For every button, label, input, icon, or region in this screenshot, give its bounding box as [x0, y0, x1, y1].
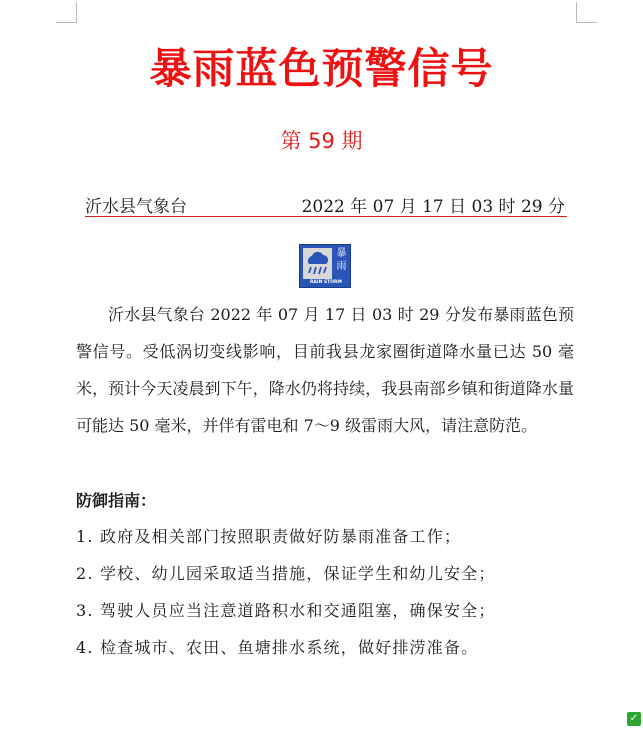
- guide-item: 3. 驾驶人员应当注意道路积水和交通阻塞，确保安全；: [76, 601, 496, 620]
- issuing-office: 沂水县气象台: [85, 197, 187, 217]
- issue-datetime: 2022 年 07 月 17 日 03 时 29 分: [301, 197, 565, 217]
- page-corner-mark-right: [576, 2, 597, 23]
- rainstorm-blue-warning-badge: [299, 244, 351, 288]
- issue-number: 第 59 期: [280, 129, 363, 153]
- defense-guide-heading: 防御指南：: [76, 491, 157, 510]
- page-corner-mark-left: [56, 2, 77, 23]
- rain-cloud-icon: [303, 248, 332, 279]
- document-title: 暴雨蓝色预警信号: [149, 44, 494, 93]
- corner-status-icon[interactable]: ✓: [627, 712, 641, 726]
- warning-paragraph: 沂水县气象台 2022 年 07 月 17 日 03 时 29 分发布暴雨蓝色预警信号。受低涡切变线影响，目前我县龙家圈街道降水量已达 50 毫米，预计今天凌晨到下午，降水仍将持续，我县南部乡镇和街道降水量可能达 50 毫米，并伴有雷电和 7～9 级雷雨大风，请注意防范。: [76, 305, 574, 435]
- guide-item: 4. 检查城市、农田、鱼塘排水系统，做好排涝准备。: [76, 638, 479, 657]
- badge-label-cn: 暴 雨: [336, 248, 347, 272]
- masthead: [85, 192, 567, 217]
- defense-guide-list: [76, 522, 586, 670]
- guide-item: 2. 学校、幼儿园采取适当措施，保证学生和幼儿安全；: [76, 564, 496, 583]
- guide-item: 1. 政府及相关部门按照职责做好防暴雨准备工作；: [76, 527, 462, 546]
- badge-label-en: RAIN STORM: [309, 280, 343, 285]
